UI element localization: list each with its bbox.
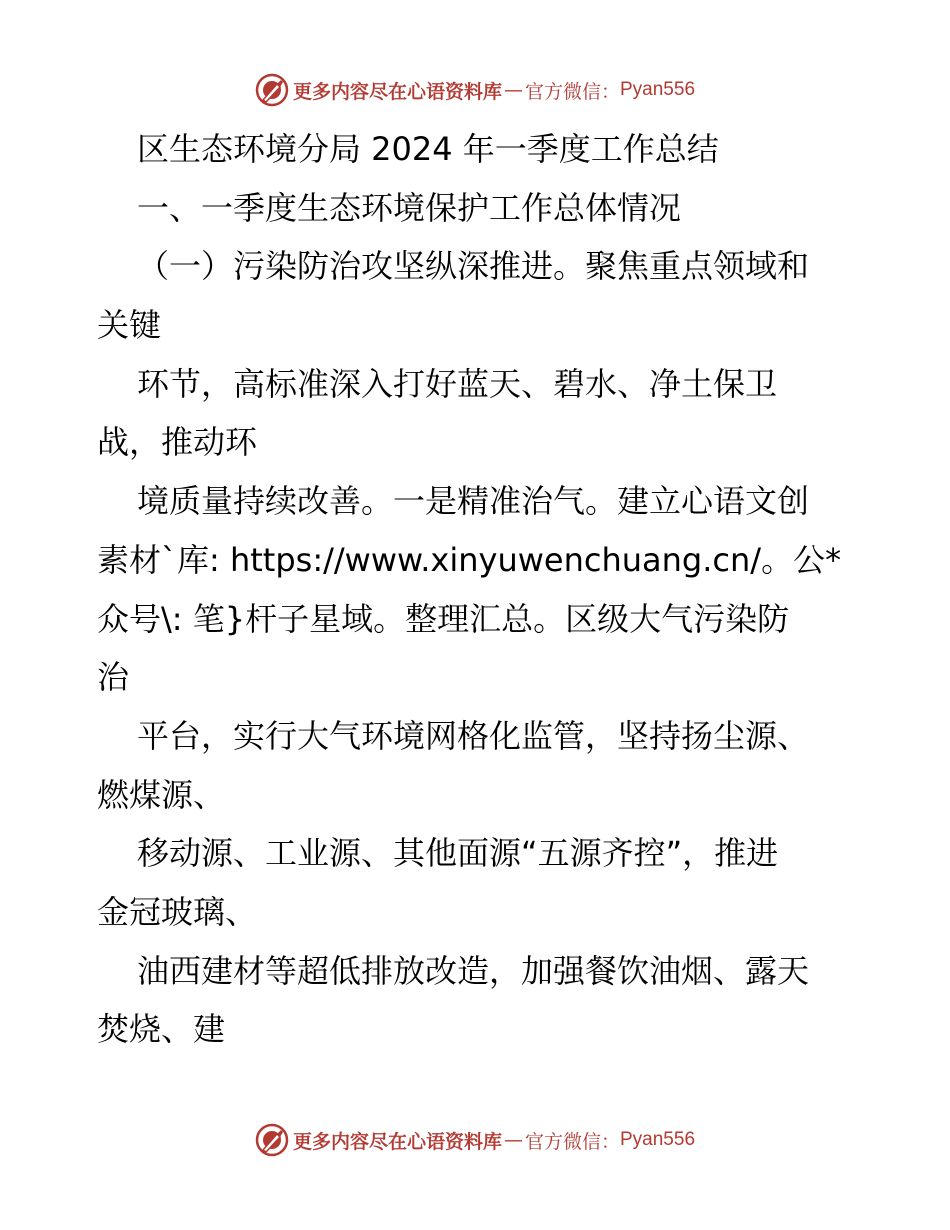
paragraph-line: 燃煤源、 (97, 775, 226, 814)
banner-wechat-id: Pyan556 (620, 79, 696, 100)
paragraph-line: 素材`库: https://www.xinyuwenchuang.cn/。公* (97, 540, 842, 579)
document-title: 区生态环境分局 2024 年一季度工作总结 (137, 130, 719, 168)
banner-brand-text: 更多内容尽在心语资料库 (292, 80, 502, 103)
banner-separator: — (503, 1129, 523, 1151)
paragraph-line: 金冠玻璃、 (97, 892, 258, 931)
banner-wechat-label: 官方微信： (524, 80, 620, 103)
paragraph-line: 环节，高标准深入打好蓝天、碧水、净土保卫 (137, 364, 778, 403)
paragraph-line: （一）污染防治攻坚纵深推进。聚焦重点领域和 (137, 247, 810, 286)
document-body (97, 120, 857, 1059)
banner-wechat-id: Pyan556 (620, 1129, 696, 1150)
pen-logo-icon (255, 73, 289, 107)
paragraph-line: 境质量持续改善。一是精准治气。建立心语文创 (137, 482, 810, 521)
banner-separator: — (503, 79, 523, 101)
paragraph-line: 众号\: 笔}杆子星域。整理汇总。区级大气污染防 (97, 599, 790, 638)
header-banner (0, 70, 950, 110)
footer-banner (0, 1120, 950, 1160)
banner-brand-text: 更多内容尽在心语资料库 (292, 1130, 502, 1153)
pen-logo-icon (255, 1123, 289, 1157)
paragraph-line: 油西建材等超低排放改造，加强餐饮油烟、露天 (137, 951, 810, 990)
paragraph-line: 治 (97, 658, 130, 697)
banner-wechat-label: 官方微信： (524, 1130, 620, 1153)
paragraph-line: 平台，实行大气环境网格化监管，坚持扬尘源、 (137, 716, 810, 755)
paragraph-line: 焚烧、建 (97, 1010, 226, 1049)
paragraph-line: 关键 (97, 306, 162, 345)
section-heading: 一、一季度生态环境保护工作总体情况 (137, 188, 682, 227)
paragraph-line: 移动源、工业源、其他面源“五源齐控”，推进 (137, 834, 779, 873)
paragraph-line: 战，推动环 (97, 423, 258, 462)
